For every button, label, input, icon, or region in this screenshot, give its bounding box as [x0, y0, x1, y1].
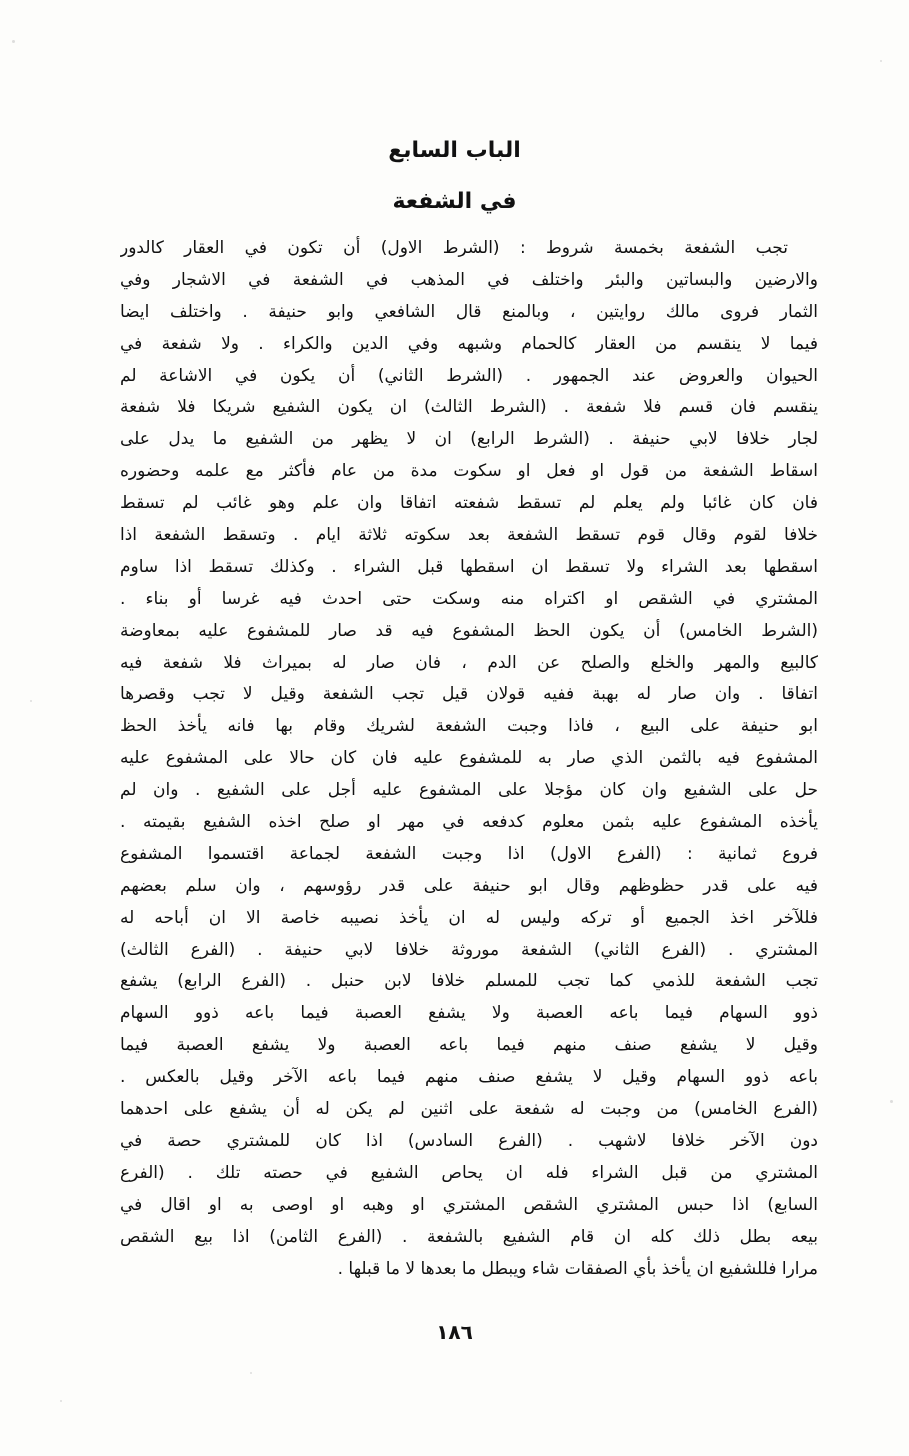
text-line: المشتري . (الفرع الثاني) الشفعة موروثة خلافا لابي حنيفة . (الفرع الثالث) — [120, 939, 818, 960]
scan-speckle — [880, 60, 882, 62]
scan-speckle — [890, 1100, 893, 1103]
text-line: (الفرع الخامس) من وجبت له شفعة على اثنين لم يكن له أن يشفع على احدهما — [120, 1099, 818, 1120]
text-line: ذوو السهام فيما باعه العصبة ولا يشفع العصبة فيما باعه ذوو السهام — [120, 1003, 818, 1024]
text-line: الحيوان والعروض عند الجمهور . (الشرط الثاني) أن يكون في الاشاعة لم — [120, 365, 818, 386]
text-line: تجب الشفعة بخمسة شروط : (الشرط الاول) أن تكون في العقار كالدور — [120, 238, 788, 258]
text-line: المشتري من قبل الشراء فله ان يحاص الشفيع في حصته تلك . (الفرع — [120, 1162, 818, 1183]
page-number: ١٨٦ — [436, 1320, 473, 1344]
text-line: لجار خلافا لابي حنيفة . (الشرط الرابع) ان لا يظهر من الشفيع ما يدل على — [120, 429, 818, 450]
text-line: اسقطها بعد الشراء ولا تسقط ان اسقطها قبل الشراء . وكذلك تسقط اذا ساوم — [120, 556, 818, 577]
text-line: تجب الشفعة للذمي كما تجب للمسلم خلافا لابن حنبل . (الفرع الرابع) يشفع — [120, 971, 818, 992]
text-line: الثمار فروى مالك روايتين ، وبالمنع قال الشافعي وابو حنيفة . واختلف ايضا — [120, 301, 818, 322]
text-line: بيعه بطل ذلك كله ان قام الشفيع بالشفعة . (الفرع الثامن) اذا بيع الشقص — [120, 1226, 818, 1247]
text-line: ينقسم فان قسم فلا شفعة . (الشرط الثالث) ان يكون الشفيع شريكا فلا شفعة — [120, 397, 818, 418]
text-line: وقيل لا يشفع صنف منهم فيما باعه العصبة ولا يشفع العصبة فيما — [120, 1035, 818, 1056]
text-line: فان كان غائبا ولم يعلم لم تسقط شفعته اتفاقا وان علم وهو غائب لم تسقط — [120, 493, 818, 514]
text-line: اتفاقا . وان صار له بهبة ففيه قولان قيل تجب الشفعة وقيل لا تجب وقصرها — [120, 684, 818, 705]
text-line: فيما لا ينقسم من العقار كالحمام وشبهه وفي الدين والكراء . ولا شفعة في — [120, 333, 818, 354]
text-line: دون الآخر خلافا لاشهب . (الفرع السادس) اذا كان للمشتري حصة في — [120, 1130, 818, 1151]
text-line: خلافا لقوم وقال قوم تسقط الشفعة بعد سكوته ثلاثة ايام . وتسقط الشفعة اذا — [120, 525, 818, 546]
text-line: فيه على قدر حظوظهم وقال ابو حنيفة على قدر رؤوسهم ، وان سلم بعضهم — [120, 875, 818, 896]
text-line: كالبيع والمهر والخلع والصلح عن الدم ، فان صار له بميراث فلا شفعة فيه — [120, 652, 818, 673]
text-line: باعه ذوو السهام وقيل لا يشفع صنف منهم فيما باعه الآخر وقيل بالعكس . — [120, 1067, 818, 1088]
scan-speckle — [30, 700, 32, 702]
scan-speckle — [60, 1400, 62, 1402]
section-title: في الشفعة — [392, 189, 517, 214]
text-line: فروع ثمانية : (الفرع الاول) اذا وجبت الشفعة لجماعة اقتسموا المشفوع — [120, 843, 818, 864]
scan-speckle — [250, 1372, 252, 1374]
text-line: السابع) اذا حبس المشتري الشقص المشتري او وهبه او اوصى به او اقال في — [120, 1194, 818, 1215]
text-line: المشفوع فيه بالثمن الذي صار به للمشفوع عليه فان كان حالا على المشفوع عليه — [120, 748, 818, 769]
text-line: والارضين والبساتين والبئر واختلف في المذهب في الشفعة في الاشجار وفي — [120, 269, 818, 290]
text-line: اسقاط الشفعة من قول او فعل او سكوت مدة من عام فأكثر مع علمه وحضوره — [120, 461, 818, 482]
text-line: فللآخر اخذ الجميع أو تركه وليس له ان يأخذ نصيبه خاصة الا ان أباحه له — [120, 907, 818, 928]
text-line: ابو حنيفة على البيع ، فاذا وجبت الشفعة لشريك وقام بها فانه يأخذ الحظ — [120, 716, 818, 737]
text-line: مرارا فللشفيع ان يأخذ بأي الصفقات شاء ويبطل ما بعدها لا ما قبلها . — [337, 1258, 818, 1279]
text-line: يأخذه المشفوع عليه بثمن معلوم كدفعه في مهر او صلح اخذه الشفيع بقيمته . — [120, 812, 818, 833]
chapter-title: الباب السابع — [388, 138, 521, 163]
text-line: المشتري في الشقص او اكتراه منه وسكت حتى احدث فيه غرسا أو بناء . — [120, 588, 818, 609]
text-line: حل على الشفيع وان كان مؤجلا على المشفوع عليه أجل على الشفيع . وان لم — [120, 780, 818, 801]
scan-speckle — [12, 40, 15, 43]
text-line: (الشرط الخامس) أن يكون الحظ المشفوع فيه قد صار للمشفوع عليه بمعاوضة — [120, 620, 818, 641]
body-text — [120, 233, 818, 1285]
